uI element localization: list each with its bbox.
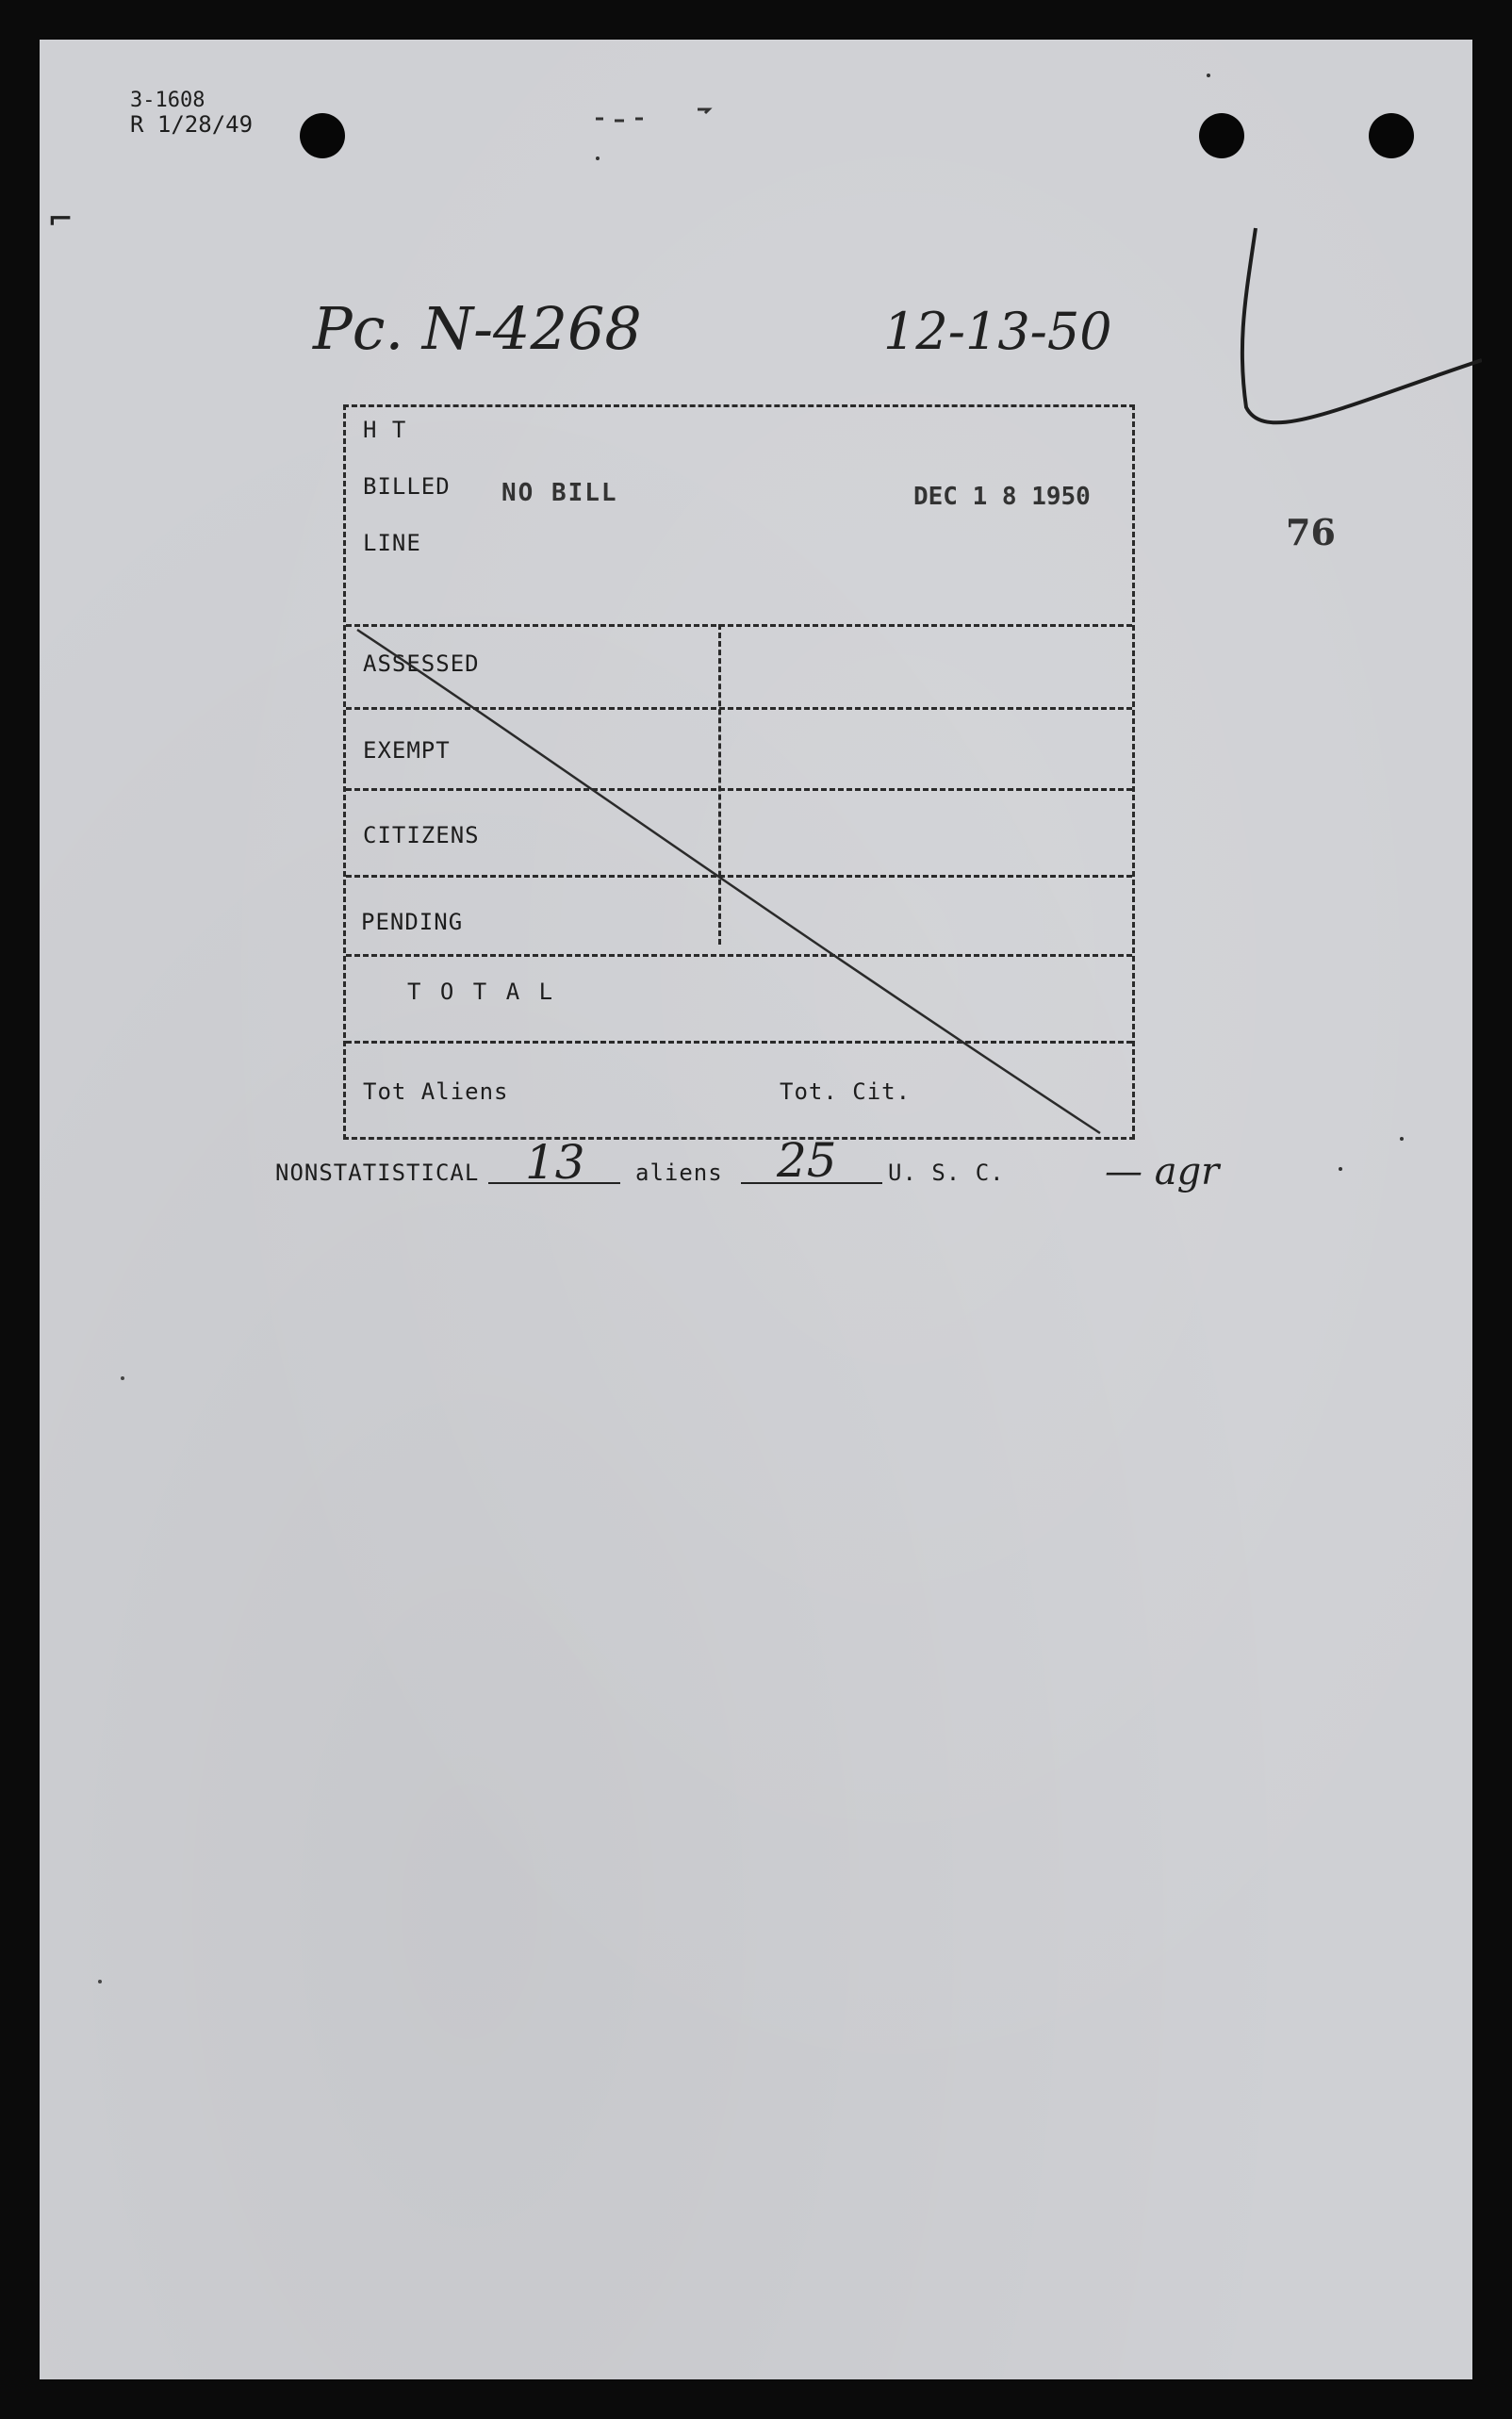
handwritten-usc-count: 25 bbox=[777, 1133, 837, 1188]
billed-label: BILLED bbox=[363, 473, 451, 500]
form-code: 3-1608 bbox=[130, 89, 205, 112]
handwritten-reference: Pc. N-4268 bbox=[313, 294, 642, 363]
pending-label: PENDING bbox=[361, 909, 464, 935]
page-number: 76 bbox=[1286, 511, 1336, 553]
date-received-stamp: DEC 1 8 1950 bbox=[913, 483, 1091, 511]
line-label: LINE bbox=[363, 530, 421, 556]
handwritten-aliens-count: 13 bbox=[525, 1135, 585, 1190]
usc-label: U. S. C. bbox=[888, 1160, 1005, 1186]
margin-mark: ⌐ bbox=[49, 198, 73, 241]
aliens-label: aliens bbox=[635, 1160, 723, 1186]
ht-label: H T bbox=[363, 417, 407, 443]
form-revision: R 1/28/49 bbox=[130, 111, 254, 138]
handwritten-date: 12-13-50 bbox=[883, 302, 1112, 361]
tot-aliens-label: Tot Aliens bbox=[363, 1078, 509, 1105]
assessed-label: ASSESSED bbox=[363, 650, 480, 677]
no-bill-stamp: NO BILL bbox=[501, 479, 618, 507]
total-label: T O T A L bbox=[407, 979, 556, 1005]
document-sheet bbox=[40, 40, 1472, 2379]
paper-specks bbox=[40, 40, 1472, 2379]
citizens-label: CITIZENS bbox=[363, 822, 480, 848]
handwritten-initials: — agr bbox=[1105, 1150, 1220, 1193]
exempt-label: EXEMPT bbox=[363, 737, 451, 764]
nonstatistical-label: NONSTATISTICAL bbox=[275, 1160, 480, 1186]
tot-cit-label: Tot. Cit. bbox=[780, 1078, 912, 1105]
